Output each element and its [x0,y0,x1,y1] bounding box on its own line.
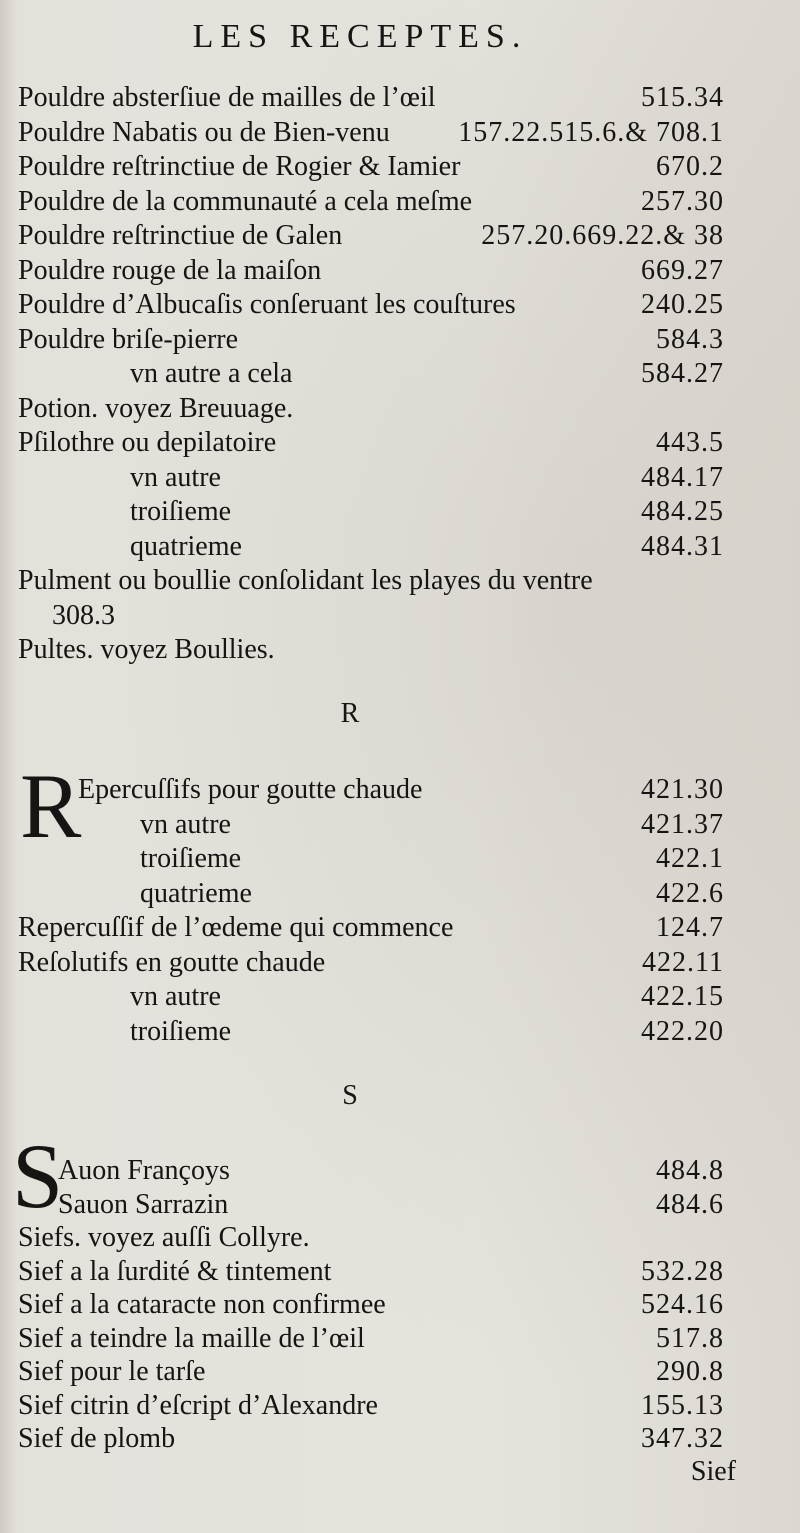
catchword: Sief [690,1456,736,1487]
index-entry [0,910,724,946]
page-reference: 484.6 [656,1188,724,1220]
entry-text: troiſieme [140,843,242,874]
page-reference: 584.3 [656,323,724,355]
dropcap-r: R [20,755,82,857]
page-reference: 524.16 [641,1289,724,1320]
index-entry [0,184,724,220]
entry-text: troiſieme [130,1015,232,1047]
page-reference: 257.20.669.22.& 38 [481,220,724,251]
index-entry [0,1187,724,1223]
entry-text: vn autre [140,808,231,840]
section-letter-r: R [340,698,360,729]
page-reference: 669.27 [641,254,724,286]
page-reference: 515.34 [641,82,724,113]
page-reference: 584.27 [641,358,724,389]
index-entry [0,529,724,565]
entry-text: Pulment ou boullie conſolidant les playes du ventre [18,565,593,596]
page-reference: 421.37 [641,808,724,840]
entry-text: Pouldre reſtrinctiue de Galen [18,220,343,251]
entry-text: Pſilothre ou depilatoire [18,427,277,458]
entry-text: Sief pour le tarſe [18,1356,206,1387]
index-entry [0,632,724,668]
entry-text: Pultes. voyez Boullies. [18,634,275,665]
index-entry [0,807,724,843]
page-reference: 290.8 [656,1356,724,1387]
entry-text: Potion. voyez Breuuage. [18,392,294,424]
entry-text: Pouldre d’Albucaſis conſeruant les couſtures [18,289,516,320]
entry-text: vn autre [130,461,221,493]
entry-text: Pouldre Nabatis ou de Bien-venu [18,116,390,148]
index-entry [0,945,724,981]
entry-text: Sief a la cataracte non confirmee [18,1289,386,1320]
index-entry [0,1287,724,1323]
dropcap-s: S [12,1125,64,1227]
index-entry [0,563,724,599]
entry-text: Sief a teindre la maille de l’œil [18,1322,365,1354]
index-entry [0,218,724,254]
page-reference: 484.8 [656,1155,724,1186]
entry-text: quatrieme [130,530,242,562]
entry-text: Sauon Sarrazin [58,1188,229,1220]
section-letter-s: S [342,1080,358,1111]
index-entry [0,356,724,392]
index-entry [0,1354,724,1390]
entry-text: Siefs. voyez auſſi Collyre. [18,1222,310,1253]
page-reference: 484.31 [641,530,724,562]
index-entry [0,1153,724,1189]
index-entry [0,876,724,912]
index-entry [0,1388,724,1424]
page-reference: 670.2 [656,151,724,182]
page-reference: 347.32 [641,1423,724,1454]
page-reference: 422.20 [641,1015,724,1047]
index-entry [0,979,724,1015]
index-entry [0,115,724,151]
page-reference: 155.13 [641,1389,724,1421]
page-reference: 443.5 [656,427,724,458]
page-reference: 257.30 [641,185,724,217]
entry-text: 308.3 [52,599,115,631]
page-reference: 484.17 [641,461,724,493]
entry-text: Reſolutifs en goutte chaude [18,946,326,978]
index-entry [0,149,724,185]
index-entry [0,1014,724,1050]
entry-text: Repercuſſif de l’œdeme qui commence [18,912,454,943]
entry-text: Epercuſſifs pour goutte chaude [78,774,423,805]
index-entry [0,391,724,427]
index-entry [0,80,724,116]
page-reference: 422.11 [642,946,724,978]
page-reference: 422.1 [656,843,724,874]
index-entry [0,425,724,461]
page-reference: 422.15 [641,981,724,1012]
entry-text: Sief a la ſurdité & tintement [18,1255,332,1287]
page-reference: 157.22.515.6.& 708.1 [458,116,724,148]
index-entry [0,460,724,496]
entry-text: Auon Françoys [58,1155,230,1186]
page-reference: 124.7 [656,912,724,943]
page-reference: 240.25 [641,289,724,320]
entry-text: troiſieme [130,496,232,527]
entry-text: quatrieme [140,877,252,909]
index-entry [0,1421,724,1457]
index-entry [0,494,724,530]
entry-text: Pouldre briſe-pierre [18,323,239,355]
entry-text: Sief de plomb [18,1423,176,1454]
index-entry [0,772,724,808]
index-entry [0,841,724,877]
entry-text: Pouldre reſtrinctiue de Rogier & Iamier [18,151,461,182]
entry-text: Pouldre absterſiue de mailles de l’œil [18,82,436,113]
index-entry [0,598,724,634]
index-entry [0,1220,724,1256]
index-entry [0,287,724,323]
entry-text: Pouldre de la communauté a cela meſme [18,185,473,217]
entry-text: vn autre a cela [130,358,293,389]
index-entry [0,322,724,358]
entry-text: Pouldre rouge de la maiſon [18,254,322,286]
entry-text: vn autre [130,981,221,1012]
page-reference: 517.8 [656,1322,724,1354]
page-reference: 532.28 [641,1255,724,1287]
page-reference: 484.25 [641,496,724,527]
index-entry [0,1254,724,1290]
index-entry [0,1321,724,1357]
index-entry [0,253,724,289]
page-reference: 422.6 [656,877,724,909]
entry-text: Sief citrin d’eſcript d’Alexandre [18,1389,378,1421]
running-head: LES RECEPTES. [192,18,528,55]
page-reference: 421.30 [641,774,724,805]
